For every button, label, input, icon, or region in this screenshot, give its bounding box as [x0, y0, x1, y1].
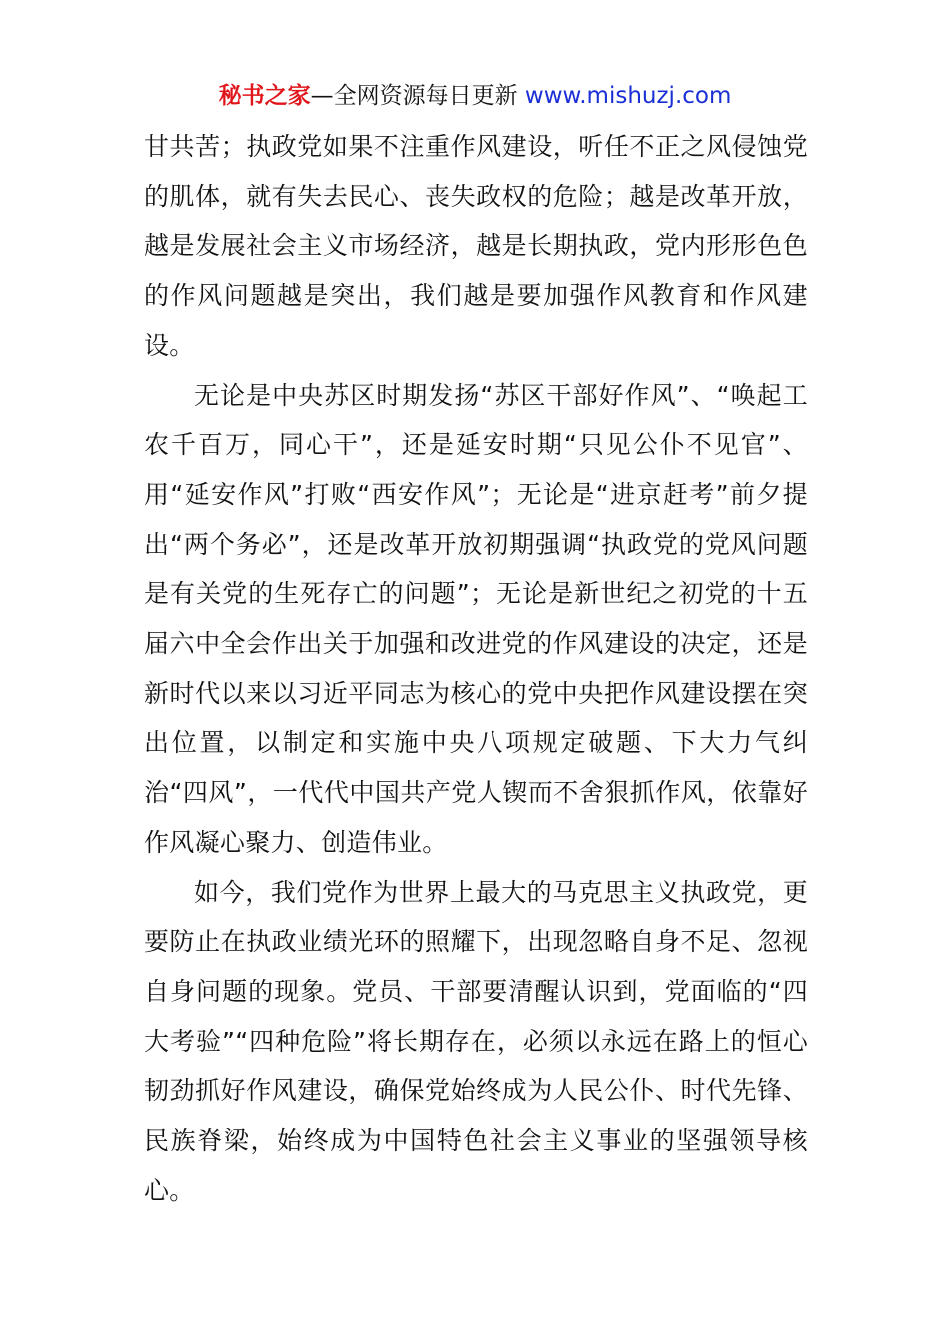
site-brand: 秘书之家: [218, 83, 311, 109]
paragraph-today: 如今，我们党作为世界上最大的马克思主义执政党，更要防止在执政业绩光环的照耀下，出现忽略自身不足、忽视自身问题的现象。党员、干部要清醒认识到，党面临的“四大考验”“四种危险”将长期存在，必须以永远在路上的恒心韧劲抓好作风建设，确保党始终成为人民公仆、时代先锋、民族脊梁，始终成为中国特色社会主义事业的坚强领导核心。: [144, 877, 808, 1205]
page-header: [0, 80, 950, 112]
paragraph-history: 无论是中央苏区时期发扬“苏区干部好作风”、“唤起工农千百万，同心干”，还是延安时期“只见公仆不见官”、用“延安作风”打败“西安作风”；无论是“进京赶考”前夕提出“两个务必”，还是改革开放初期强调“执政党的党风问题是有关党的生死存亡的问题”；无论是新世纪之初党的十五届六中全会作出关于加强和改进党的作风建设的决定，还是新时代以来以习近平同志为核心的党中央把作风建设摆在突出位置，以制定和实施中央八项规定破题、下大力气纠治“四风”，一代代中国共产党人锲而不舍狠抓作风，依靠好作风凝心聚力、创造伟业。: [144, 380, 808, 857]
document-body: [144, 122, 808, 1215]
paragraph-continued: 甘共苦；执政党如果不注重作风建设，听任不正之风侵蚀党的肌体，就有失去民心、丧失政权的危险；越是改革开放，越是发展社会主义市场经济，越是长期执政，党内形形色色的作风问题越是突出，我们越是要加强作风教育和作风建设。: [144, 132, 808, 360]
site-tagline: —全网资源每日更新: [310, 83, 525, 109]
site-url-link[interactable]: www.mishuzj.com: [524, 83, 732, 109]
